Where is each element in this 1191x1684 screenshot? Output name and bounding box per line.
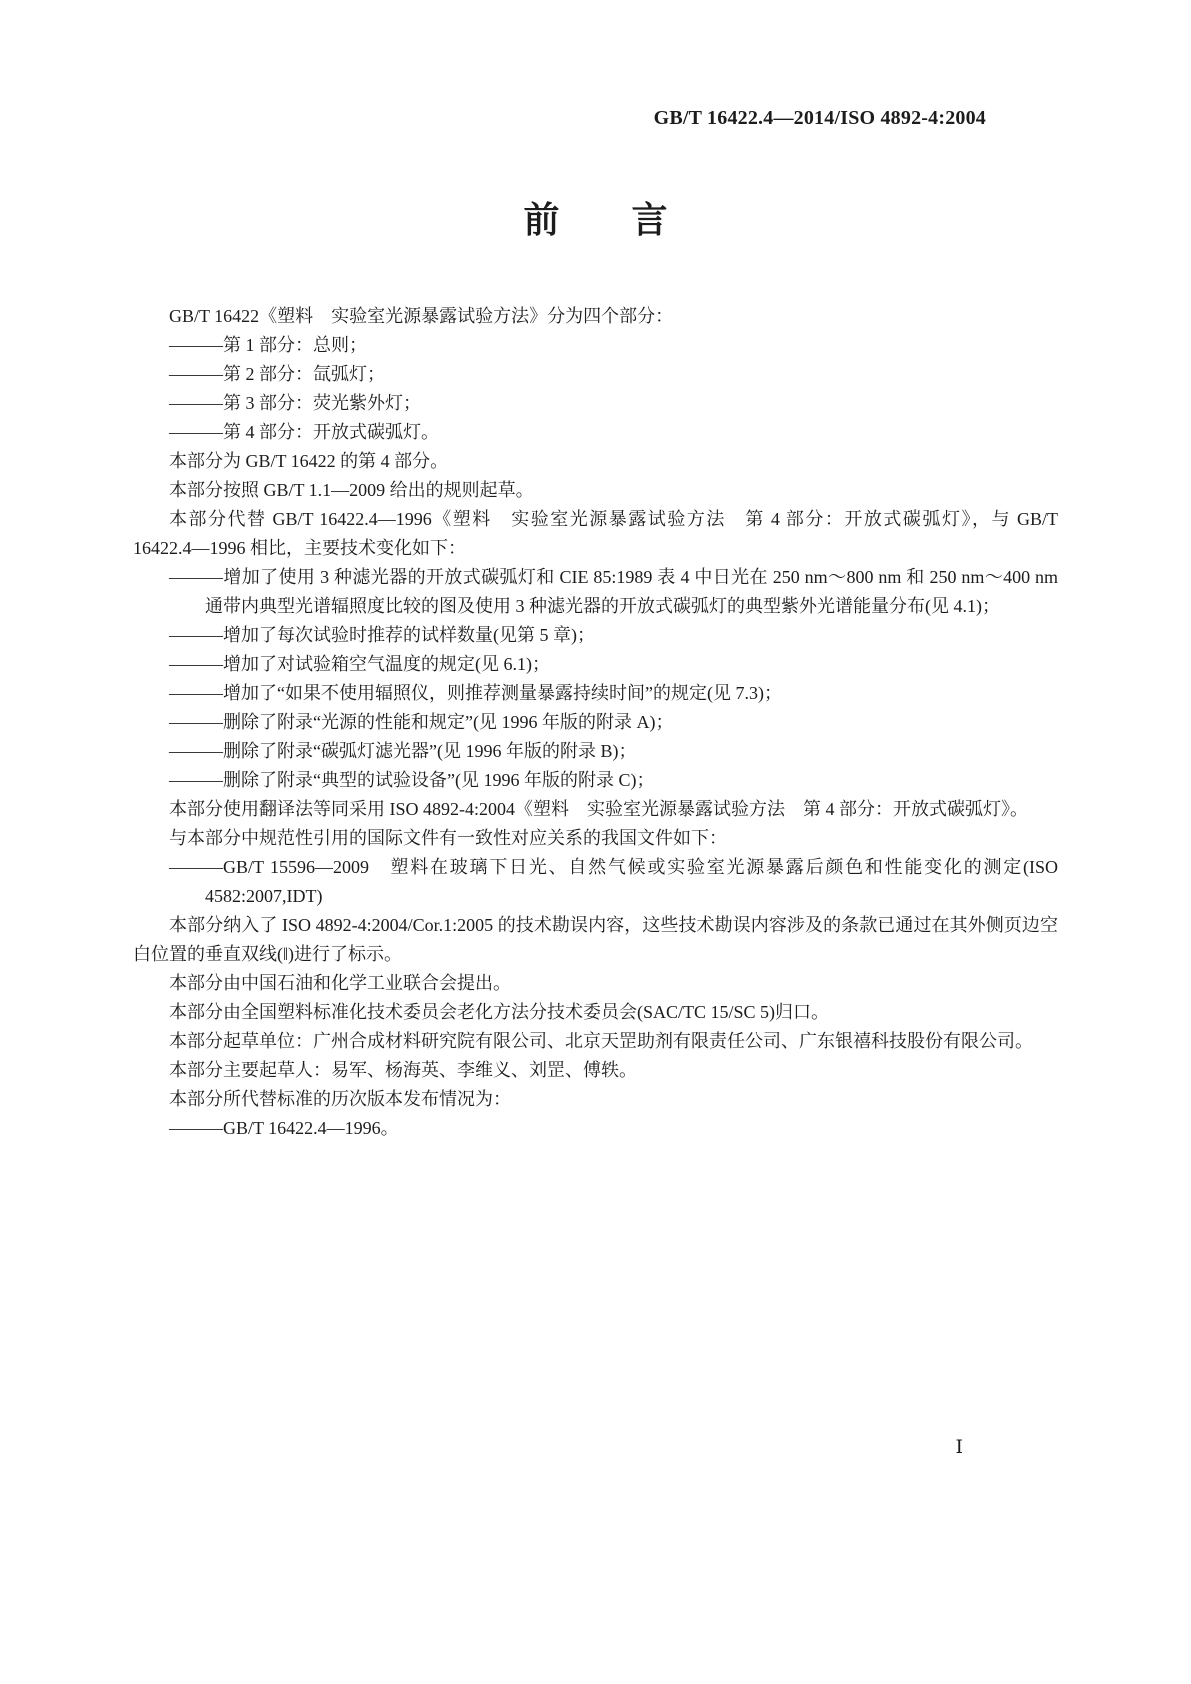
paragraph: 本部分起草单位：广州合成材料研究院有限公司、北京天罡助剂有限责任公司、广东银禧科技股份有限公司。 <box>169 1031 1033 1051</box>
paragraph: 本部分由全国塑料标准化技术委员会老化方法分技术委员会(SAC/TC 15/SC 5)归口。 <box>169 1002 830 1022</box>
paragraph: GB/T 16422《塑料 实验室光源暴露试验方法》分为四个部分： <box>169 306 674 326</box>
paragraph: 本部分按照 GB/T 1.1—2009 给出的规则起草。 <box>169 480 534 500</box>
paragraph: ———第 3 部分：荧光紫外灯； <box>169 393 421 413</box>
paragraph: 本部分纳入了 ISO 4892-4:2004/Cor.1:2005 的技术勘误内容，这些技术勘误内容涉及的条款已通过在其外侧页边空白位置的垂直双线(‖)进行了标示。 <box>133 915 1058 964</box>
page-title: 前 言 <box>523 200 668 240</box>
standard-number-header: GB/T 16422.4—2014/ISO 4892-4:2004 <box>653 107 986 129</box>
paragraph: 与本部分中规范性引用的国际文件有一致性对应关系的我国文件如下： <box>169 828 727 848</box>
paragraph: ———增加了“如果不使用辐照仪，则推荐测量暴露持续时间”的规定(见 7.3)； <box>169 683 782 703</box>
paragraph: 本部分由中国石油和化学工业联合会提出。 <box>169 973 511 993</box>
paragraph: ———增加了使用 3 种滤光器的开放式碳弧灯和 CIE 85:1989 表 4 中日光在 250 nm～800 nm 和 250 nm～400 nm 通带内典型光谱辐照度比较的图及使用 3 种滤光器的开放式碳弧灯的典型紫外光谱能量分布(见 4.1)； <box>169 567 1058 616</box>
paragraph: ———第 2 部分：氙弧灯； <box>169 364 385 384</box>
paragraph: 本部分使用翻译法等同采用 ISO 4892-4:2004《塑料 实验室光源暴露试验方法 第 4 部分：开放式碳弧灯》。 <box>169 799 1028 819</box>
page-number: Ⅰ <box>955 1437 963 1458</box>
paragraph: 本部分代替 GB/T 16422.4—1996《塑料 实验室光源暴露试验方法 第 4 部分：开放式碳弧灯》，与 GB/T 16422.4—1996 相比，主要技术变化如下： <box>133 509 1058 558</box>
paragraph: ———第 1 部分：总则； <box>169 335 367 355</box>
paragraph: ———删除了附录“典型的试验设备”(见 1996 年版的附录 C)； <box>169 770 655 790</box>
paragraph: ———GB/T 16422.4—1996。 <box>169 1118 399 1138</box>
paragraph: ———删除了附录“碳弧灯滤光器”(见 1996 年版的附录 B)； <box>169 741 637 761</box>
paragraph: ———增加了对试验箱空气温度的规定(见 6.1)； <box>169 654 550 674</box>
paragraph: ———删除了附录“光源的性能和规定”(见 1996 年版的附录 A)； <box>169 712 674 732</box>
paragraph: 本部分所代替标准的历次版本发布情况为： <box>169 1089 511 1109</box>
paragraph: 本部分主要起草人：易军、杨海英、李维义、刘罡、傅轶。 <box>169 1060 637 1080</box>
paragraph: ———GB/T 15596—2009 塑料在玻璃下日光、自然气候或实验室光源暴露后颜色和性能变化的测定(ISO 4582:2007,IDT) <box>169 857 1058 906</box>
paragraph: ———第 4 部分：开放式碳弧灯。 <box>169 422 439 442</box>
paragraph: 本部分为 GB/T 16422 的第 4 部分。 <box>169 451 449 471</box>
document-body <box>133 302 1058 1143</box>
page-content <box>133 0 1058 1143</box>
paragraph: ———增加了每次试验时推荐的试样数量(见第 5 章)； <box>169 625 595 645</box>
